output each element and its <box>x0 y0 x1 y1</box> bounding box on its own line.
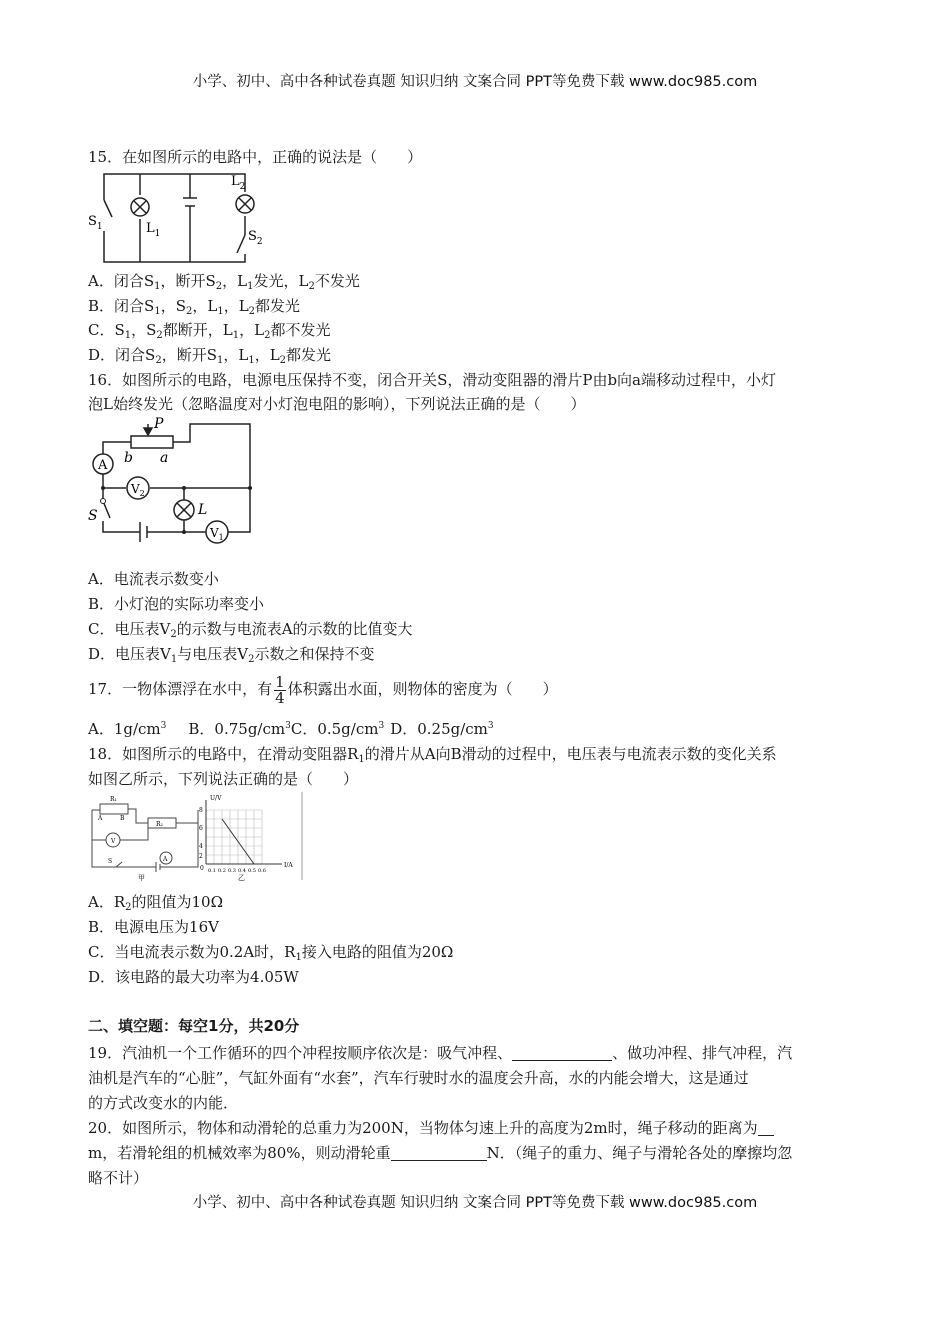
switch-s-label: S <box>88 508 98 524</box>
q15-option-a: A．闭合$S_1$，断开$S_2$，$L_1$发光，$L_2$不发光 <box>88 272 360 292</box>
lamp-l-label: L <box>198 502 208 518</box>
q18-stem-line1: 18．如图所示的电路中，在滑动变阻器$R_1$的滑片从A向B滑动的过程中，电压表与电流表示数的变化关系 <box>88 745 777 765</box>
l1-label: $L_1$ <box>146 221 161 239</box>
q16-option-a: A．电流表示数变小 <box>88 570 219 588</box>
q18-option-c: C．当电流表示数为0.2A时，$R_1$接入电路的阻值为20Ω <box>88 943 454 963</box>
fraction-one-quarter: $\frac{1}{4}$ <box>275 672 285 707</box>
r2-label: R₂ <box>156 821 163 828</box>
v1-label: $V_1$ <box>210 526 224 542</box>
xtick: 0.4 <box>238 868 246 874</box>
slider-p-label: P <box>154 416 164 432</box>
q18-option-a: A．$R_2$的阻值为10Ω <box>88 893 224 913</box>
answer-blank[interactable] <box>391 1146 487 1161</box>
page-footer: 小学、初中、高中各种试卷真题 知识归纳 文案合同 PPT等免费下载 www.doc985.com <box>192 1195 758 1211</box>
origin-label: 0 <box>200 865 204 872</box>
page-header: 小学、初中、高中各种试卷真题 知识归纳 文案合同 PPT等免费下载 www.doc985.com <box>192 74 758 90</box>
answer-blank[interactable] <box>758 1121 774 1136</box>
q19-line2: 油机是汽车的“心脏”，气缸外面有“水套”，汽车行驶时水的温度会升高，水的内能会增大，这是通过 <box>88 1069 749 1087</box>
q20-line3: 略不计） <box>88 1169 149 1187</box>
v2-label: $V_2$ <box>131 482 145 498</box>
q15-option-b: B．闭合$S_1$，$S_2$，$L_1$，$L_2$都发光 <box>88 297 301 317</box>
answer-blank[interactable] <box>512 1046 612 1061</box>
yi-label: 乙 <box>238 874 245 882</box>
q16-option-b: B．小灯泡的实际功率变小 <box>88 595 265 613</box>
voltmeter-label: V <box>111 838 116 845</box>
ytick: 2 <box>199 853 203 860</box>
fig-a-label: A <box>98 815 103 822</box>
q16-stem-line2: 泡L始终发光（忽略温度对小灯泡电阻的影响），下列说法正确的是（ ） <box>88 395 586 413</box>
terminal-b-label: b <box>124 450 133 466</box>
q20-line2: m，若滑轮组的机械效率为80%，则动滑轮重 N．（绳子的重力、绳子与滑轮各处的摩擦均忽 <box>88 1144 793 1162</box>
terminal-a-label: a <box>160 450 169 466</box>
q19-line3: 的方式改变水的内能． <box>88 1094 239 1112</box>
q15-option-c: C．$S_1$，$S_2$都断开，$L_1$，$L_2$都不发光 <box>88 321 331 341</box>
q16-circuit-figure <box>84 416 264 552</box>
axis-u-label: U/V <box>210 795 222 802</box>
q15-option-d: D．闭合$S_2$，断开$S_1$，$L_1$，$L_2$都发光 <box>88 346 332 366</box>
ytick: 6 <box>199 825 203 832</box>
q16-option-d: D．电压表$V_1$与电压表$V_2$示数之和保持不变 <box>88 645 375 665</box>
xtick: 0.2 <box>218 868 226 874</box>
s1-label: $S_1$ <box>88 214 103 232</box>
xtick: 0.5 <box>248 868 256 874</box>
q16-option-c: C．电压表$V_2$的示数与电流表A的示数的比值变大 <box>88 620 413 640</box>
q19-line1: 19．汽油机一个工作循环的四个冲程按顺序依次是：吸气冲程、 、做功冲程、排气冲程，汽 <box>88 1044 793 1062</box>
r1-label: R₁ <box>110 796 117 803</box>
ytick: 8 <box>199 807 203 814</box>
q18-stem-line2: 如图乙所示，下列说法正确的是（ ） <box>88 770 359 788</box>
ammeter-label: A <box>163 856 168 863</box>
section-title: 二、填空题：每空1分，共20分 <box>88 1017 300 1035</box>
axis-i-label: I/A <box>284 862 293 869</box>
xtick: 0.3 <box>228 868 236 874</box>
q18-option-d: D．该电路的最大功率为4.05W <box>88 968 299 986</box>
ammeter-label: A <box>98 458 108 473</box>
q17-stem: 17．一物体漂浮在水中，有 $\frac{1}{4}$ 体积露出水面，则物体的密度为（ ） <box>88 672 558 707</box>
q15-circuit-figure <box>86 170 266 268</box>
jia-label: 甲 <box>138 874 145 882</box>
q18-figure <box>86 792 306 882</box>
q16-stem-line1: 16．如图所示的电路，电源电压保持不变，闭合开关S，滑动变阻器的滑片P由b向a端移动过程中，小灯 <box>88 371 777 389</box>
q20-line1: 20．如图所示，物体和动滑轮的总重力为200N，当物体匀速上升的高度为2m时，绳子移动的距离为 <box>88 1119 774 1137</box>
q17-options: A．$1g/cm^3$ B．$0.75g/cm^3C$．$0.5g/cm^3$ D．$0.25g/cm^3$ <box>88 720 494 738</box>
xtick: 0.6 <box>258 868 266 874</box>
switch-label: S <box>108 858 113 865</box>
s2-label: $S_2$ <box>248 229 263 247</box>
q15-stem: 15．在如图所示的电路中，正确的说法是（ ） <box>88 148 423 166</box>
q18-option-b: B．电源电压为16V <box>88 918 219 936</box>
fig-b-label: B <box>120 815 125 822</box>
xtick: 0.1 <box>208 868 216 874</box>
ytick: 4 <box>199 843 203 850</box>
l2-label: $L_2$ <box>231 174 246 192</box>
